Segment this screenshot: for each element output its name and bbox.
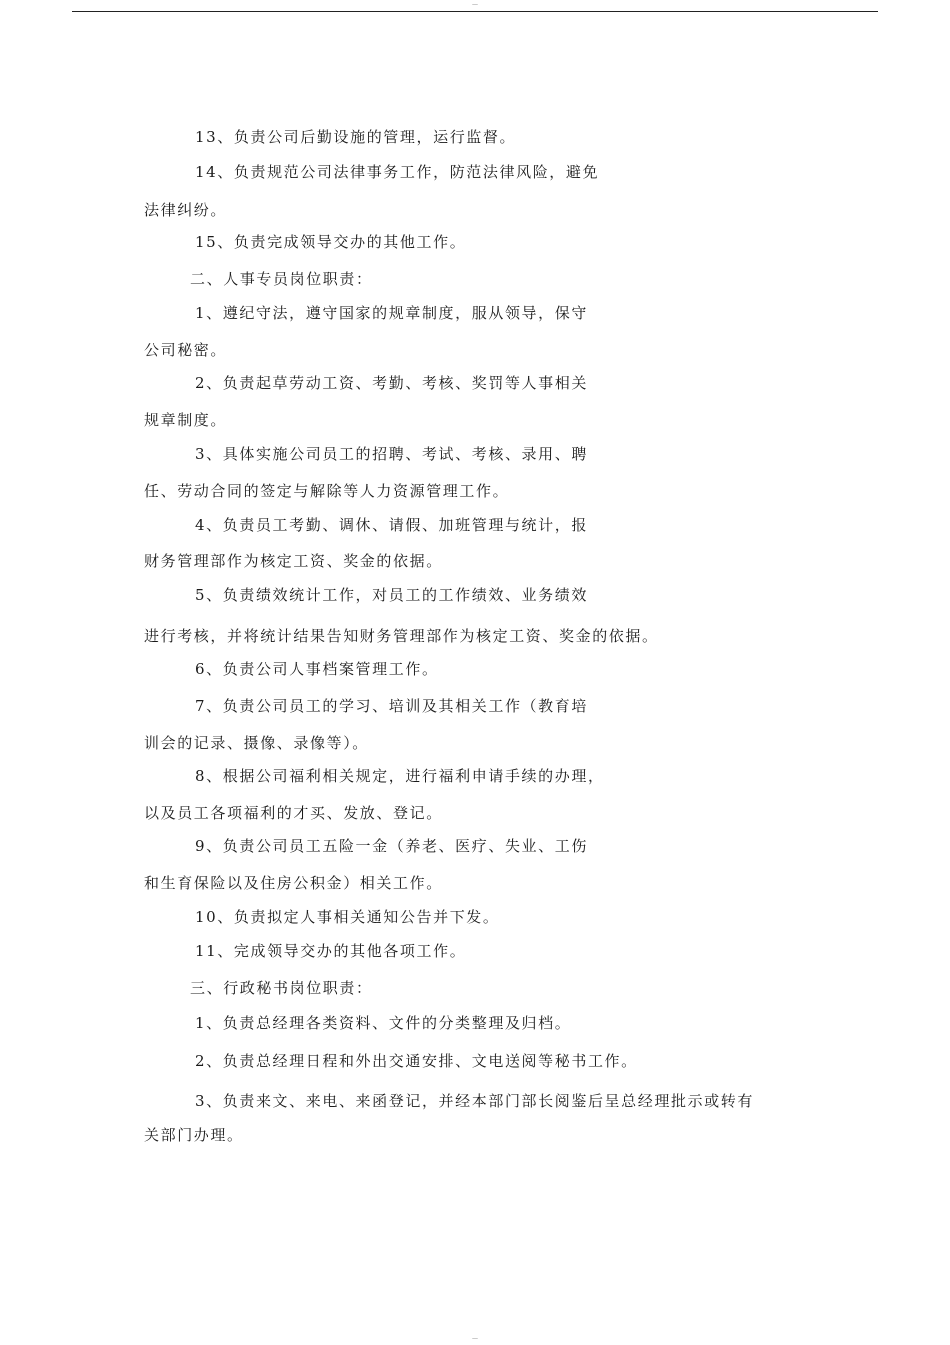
- footer-mark: —: [472, 1335, 478, 1342]
- text-line: 财务管理部作为核定工资、奖金的依据。: [144, 552, 443, 570]
- text-line: 规章制度。: [144, 411, 228, 429]
- text-line: 1、负责总经理各类资料、文件的分类整理及归档。: [195, 1014, 572, 1032]
- text-line: 7、负责公司员工的学习、培训及其相关工作（教育培: [195, 697, 588, 715]
- text-line: 和生育保险以及住房公积金）相关工作。: [144, 874, 443, 892]
- header-rule: [72, 11, 878, 12]
- text-line: 3、具体实施公司员工的招聘、考试、考核、录用、聘: [195, 445, 588, 463]
- text-line: 4、负责员工考勤、调休、请假、加班管理与统计，报: [195, 516, 588, 534]
- section-heading: 三、行政秘书岗位职责：: [190, 979, 373, 997]
- header-mark: —: [472, 1, 478, 8]
- text-line: 1、遵纪守法，遵守国家的规章制度，服从领导，保守: [195, 304, 588, 322]
- text-line: 11、完成领导交办的其他各项工作。: [195, 942, 467, 960]
- text-line: 10、负责拟定人事相关通知公告并下发。: [195, 908, 500, 926]
- text-line: 法律纠纷。: [144, 201, 228, 219]
- text-line: 公司秘密。: [144, 341, 228, 359]
- text-line: 14、负责规范公司法律事务工作，防范法律风险，避免: [195, 163, 600, 181]
- text-line: 15、负责完成领导交办的其他工作。: [195, 233, 467, 251]
- text-line: 9、负责公司员工五险一金（养老、医疗、失业、工伤: [195, 837, 588, 855]
- text-line: 5、负责绩效统计工作，对员工的工作绩效、业务绩效: [195, 586, 588, 604]
- text-line: 以及员工各项福利的才买、发放、登记。: [144, 804, 443, 822]
- text-line: 6、负责公司人事档案管理工作。: [195, 660, 439, 678]
- text-line: 任、劳动合同的签定与解除等人力资源管理工作。: [144, 482, 510, 500]
- text-line: 关部门办理。: [144, 1126, 244, 1144]
- section-heading: 二、人事专员岗位职责：: [190, 270, 373, 288]
- text-line: 2、负责总经理日程和外出交通安排、文电送阅等秘书工作。: [195, 1052, 638, 1070]
- text-line: 2、负责起草劳动工资、考勤、考核、奖罚等人事相关: [195, 374, 588, 392]
- text-line: 8、根据公司福利相关规定，进行福利申请手续的办理，: [195, 767, 605, 785]
- text-line: 3、负责来文、来电、来函登记，并经本部门部长阅鉴后呈总经理批示或转有: [195, 1092, 754, 1110]
- text-line: 13、负责公司后勤设施的管理，运行监督。: [195, 128, 517, 146]
- text-line: 进行考核，并将统计结果告知财务管理部作为核定工资、奖金的依据。: [144, 627, 659, 645]
- text-line: 训会的记录、摄像、录像等）。: [144, 734, 369, 752]
